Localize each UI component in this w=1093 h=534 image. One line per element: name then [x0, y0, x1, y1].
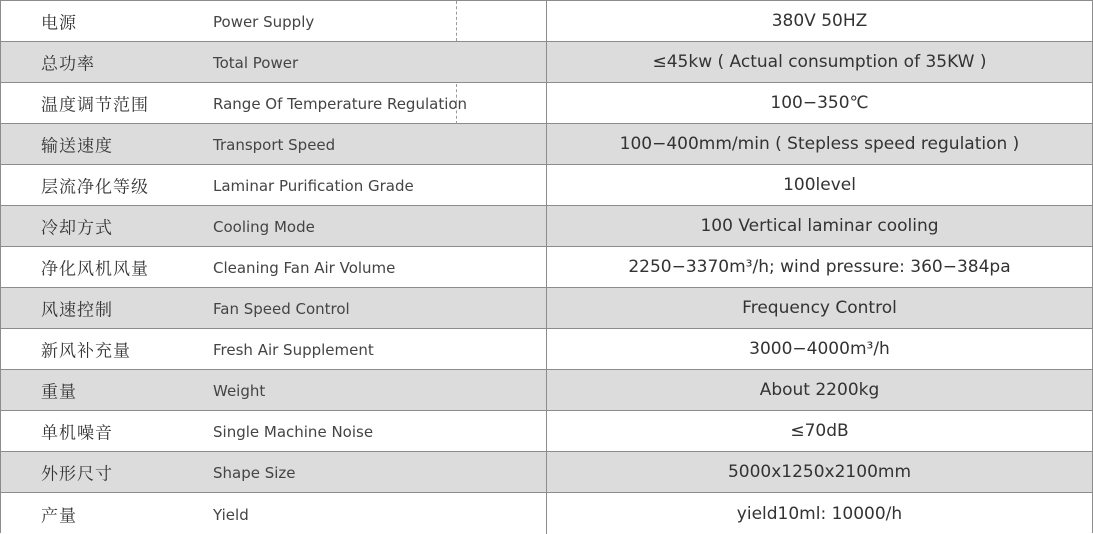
- row-label-cn: 温度调节范围: [41, 95, 149, 116]
- row-label-en: Fresh Air Supplement: [213, 341, 374, 360]
- row-label-cn: 重量: [41, 382, 77, 403]
- row-value: 100−350℃: [770, 93, 869, 113]
- row-label-cn: 层流净化等级: [41, 177, 149, 198]
- row-label-cn: 冷却方式: [41, 218, 113, 239]
- row-value: 100level: [783, 175, 856, 195]
- row-label-en: Laminar Purification Grade: [213, 177, 414, 196]
- row-label-en: Range Of Temperature Regulation: [213, 95, 468, 114]
- row-value: 5000x1250x2100mm: [727, 462, 912, 482]
- row-label-en: Transport Speed: [213, 136, 336, 155]
- row-value: ≤45kw ( Actual consumption of 35KW ): [652, 52, 987, 72]
- row-value: About 2200kg: [759, 380, 880, 400]
- row-label-cn: 输送速度: [41, 136, 113, 157]
- row-label-en: Shape Size: [213, 464, 296, 483]
- row-label-cn: 净化风机风量: [41, 259, 149, 280]
- row-value: 100 Vertical laminar cooling: [700, 216, 939, 236]
- row-value: 2250−3370m³/h; wind pressure: 360−384pa: [628, 257, 1011, 277]
- row-label-cn: 总功率: [41, 54, 95, 75]
- row-label-cn: 产量: [41, 506, 77, 526]
- row-value: 3000−4000m³/h: [749, 339, 890, 359]
- row-label-cn: 新风补充量: [41, 341, 131, 362]
- dashed-guide-line: [456, 84, 457, 124]
- row-label-cn: 外形尺寸: [41, 464, 113, 485]
- row-label-en: Power Supply: [213, 13, 315, 32]
- row-label-en: Single Machine Noise: [213, 423, 374, 442]
- row-label-en: Fan Speed Control: [213, 300, 350, 319]
- column-divider: [546, 1, 547, 534]
- row-value: 380V 50HZ: [771, 11, 868, 31]
- row-label-en: Weight: [213, 382, 266, 401]
- dashed-guide-line: [456, 1, 457, 41]
- row-label-en: Cooling Mode: [213, 218, 315, 237]
- row-label-en: Total Power: [213, 54, 299, 73]
- row-value: Frequency Control: [742, 298, 897, 318]
- row-label-cn: 电源: [41, 13, 77, 34]
- row-label-cn: 风速控制: [41, 300, 113, 321]
- row-label-cn: 单机噪音: [41, 423, 113, 444]
- row-value: ≤70dB: [790, 421, 849, 441]
- row-label-en: Cleaning Fan Air Volume: [213, 259, 396, 278]
- row-label-en: Yield: [213, 505, 249, 524]
- row-value: 100−400mm/min ( Stepless speed regulation ): [619, 134, 1020, 154]
- row-value: yield10ml: 10000/h: [736, 503, 903, 524]
